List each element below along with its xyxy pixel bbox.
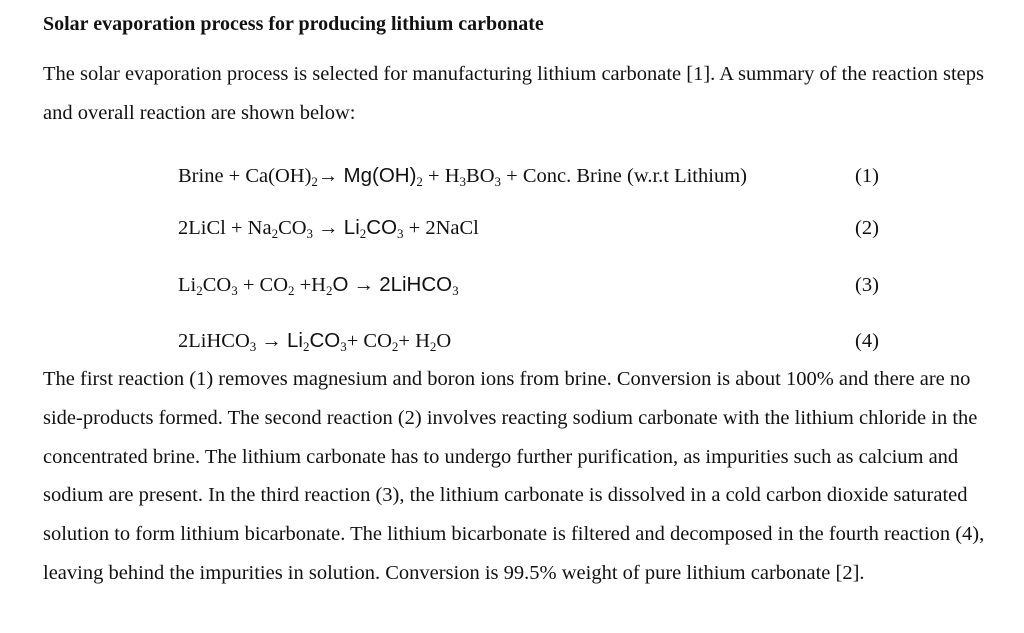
equation-4: 2LiHCO$_3$ → $Li_2CO_3+ CO_2+ H_2O$ [178,329,452,354]
intro-paragraph: The solar evaporation process is selected for manufacturing lithium carbonate [1]. A summary of the reaction steps and overall reaction are shown below: [43,63,984,124]
section-title: Solar evaporation process for producing lithium carbonate [43,13,544,35]
equation-number-3: (3) [855,274,879,296]
equation-3: $Li_2CO_3 + CO_2 +H_2O$ → 2LiHCO$_3$ [178,273,459,298]
equation-number-2: (2) [855,217,879,239]
equation-number-1: (1) [855,165,879,187]
equation-2: 2LiCl + $Na_2CO_3 \to Li_2CO_3$ + 2NaCl [178,216,479,241]
equation-number-4: (4) [855,330,879,352]
body-paragraph: The first reaction (1) removes magnesium and boron ions from brine. Conversion is about 100% and there are no side-products formed. The second reaction (2) involves reacting sodium carbonate with the lithium chloride in the concentrated brine. The lithium carbonate has to undergo further purification, as impurities such as calcium and sodium are present. In the third reaction (3), the lithium carbonate is dissolved in a cold carbon dioxide saturated solution to form lithium bicarbonate. The lithium bicarbonate is filtered and decomposed in the fourth reaction (4), leaving behind the impurities in solution. Conversion is 99.5% weight of pure lithium carbonate [2]. [43,368,985,584]
equation-1: Brine + $Ca(OH)_2\to Mg(OH)_2 + H_3BO_3$ + Conc. Brine (w.r.t Lithium) [178,164,747,189]
